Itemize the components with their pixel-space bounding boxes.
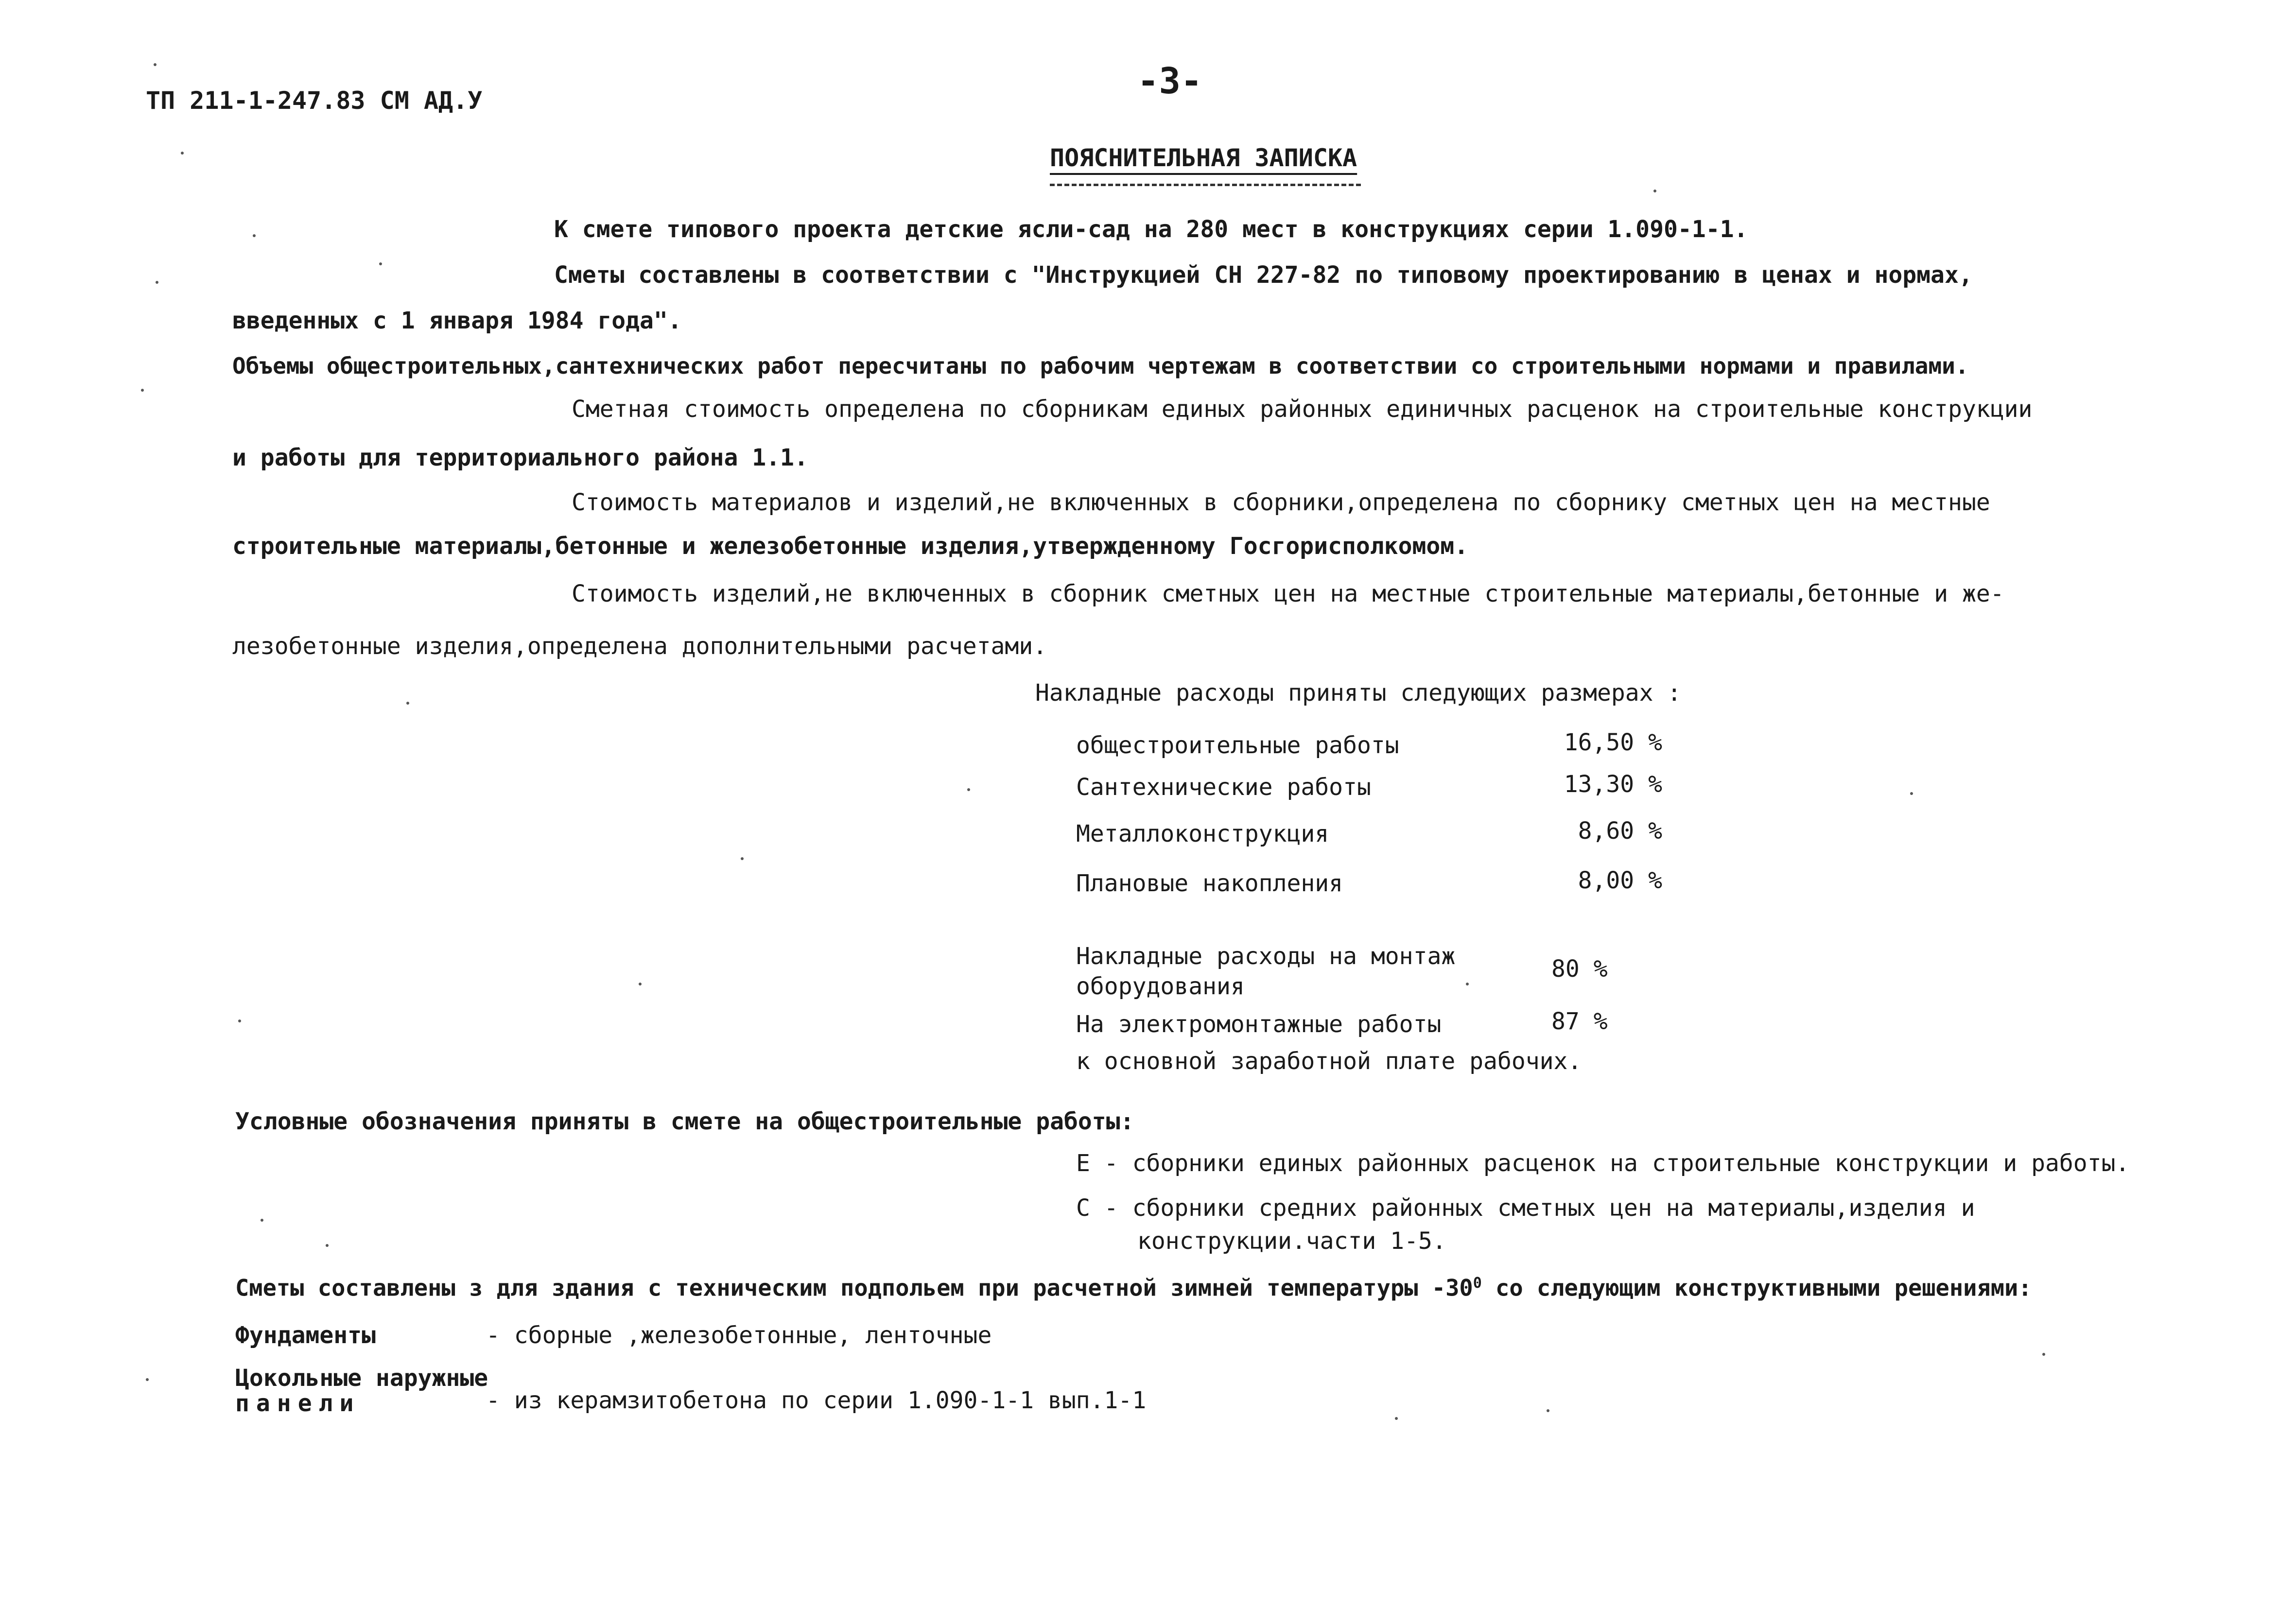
overhead-basis-note: к основной заработной плате рабочих. xyxy=(1076,1048,1582,1075)
intro-line-5: Сметная стоимость определена по сборникам единых районных единичных расценок на строительные конструкции xyxy=(572,396,2033,423)
overhead-value-mounting: 80 % xyxy=(1551,955,1608,983)
overhead-value-general: 16,50 % xyxy=(1564,729,1662,756)
page-title: ПОЯСНИТЕЛЬНАЯ ЗАПИСКА xyxy=(1050,144,1357,172)
overhead-label-metal: Металлоконструкция xyxy=(1076,820,1329,847)
scan-speck xyxy=(181,152,184,155)
scan-speck xyxy=(156,281,158,284)
overheads-heading: Накладные расходы приняты следующих размерах : xyxy=(1035,679,1682,707)
scan-speck xyxy=(379,262,382,265)
scan-speck xyxy=(967,788,970,791)
solutions-heading-text: Сметы составлены з для здания с техническим подпольем при расчетной зимней температуры -30 xyxy=(235,1275,1473,1302)
degree-mark: 0 xyxy=(1473,1275,1482,1292)
title-underline xyxy=(1050,184,1361,186)
scan-speck xyxy=(146,1378,149,1381)
intro-line-7: Стоимость материалов и изделий,не включенных в сборники,определена по сборнику сметных цен на местные xyxy=(572,489,1990,516)
overhead-label-general: общестроительные работы xyxy=(1076,732,1399,759)
intro-line-9: Стоимость изделий,не включенных в сборник сметных цен на местные строительные материалы,бетонные и же- xyxy=(572,580,2004,607)
foundations-label: Фундаменты xyxy=(235,1322,376,1349)
scan-speck xyxy=(326,1244,329,1247)
scan-speck xyxy=(1466,983,1469,985)
overhead-label-mounting-2: оборудования xyxy=(1076,973,1245,1000)
solutions-heading-tail: со следующим конструктивными решениями: xyxy=(1481,1275,2032,1302)
scan-speck xyxy=(406,702,409,705)
plinth-value: - из керамзитобетона по серии 1.090-1-1 вып.1-1 xyxy=(486,1387,1147,1414)
scan-speck xyxy=(1910,792,1913,795)
overhead-value-sanitary: 13,30 % xyxy=(1564,771,1662,798)
scan-speck xyxy=(154,63,157,66)
intro-line-10: лезобетонные изделия,определена дополнительными расчетами. xyxy=(232,633,1047,660)
overhead-value-metal: 8,60 % xyxy=(1578,817,1662,845)
scan-speck xyxy=(261,1219,263,1222)
scan-speck xyxy=(1395,1417,1398,1420)
scan-speck xyxy=(238,1019,241,1022)
scan-speck xyxy=(741,857,744,860)
solutions-heading xyxy=(235,1276,2032,1300)
overhead-label-mounting: Накладные расходы на монтаж xyxy=(1076,943,1456,970)
scan-speck xyxy=(141,389,144,392)
legend-e-line: Е - сборники единых районных расценок на строительные конструкции и работы. xyxy=(1076,1150,2130,1177)
scan-speck xyxy=(2042,1353,2045,1356)
overhead-value-planned: 8,00 % xyxy=(1578,867,1662,894)
scan-speck xyxy=(1547,1409,1549,1412)
legend-c-line-1: С - сборники средних районных сметных цен на материалы,изделия и xyxy=(1076,1194,1975,1222)
scan-speck xyxy=(639,983,642,985)
foundations-value: - сборные ,железобетонные, ленточные xyxy=(486,1322,992,1349)
intro-line-2: Сметы составлены в соответствии с "Инструкцией СН 227-82 по типовому проектированию в ценах и нормах, xyxy=(554,261,1973,289)
overhead-value-electro: 87 % xyxy=(1551,1008,1608,1035)
intro-line-8: строительные материалы,бетонные и железобетонные изделия,утвержденному Госгорисполкомом. xyxy=(232,533,1469,560)
plinth-label-2: панели xyxy=(235,1390,361,1417)
intro-line-3: введенных с 1 января 1984 года". xyxy=(232,307,682,334)
legend-c-line-2: конструкции.части 1-5. xyxy=(1137,1227,1446,1255)
page-number: -3- xyxy=(1137,60,1202,102)
overhead-label-sanitary: Сантехнические работы xyxy=(1076,774,1371,801)
document-code: ТП 211-1-247.83 СМ АД.У xyxy=(146,86,483,115)
intro-line-6: и работы для территориального района 1.1. xyxy=(232,444,808,471)
plinth-label: Цокольные наружные xyxy=(235,1365,488,1392)
intro-line-4: Объемы общестроительных,сантехнических работ пересчитаны по рабочим чертежам в соответствии со строительными нормами и правилами. xyxy=(232,353,1969,379)
scan-speck xyxy=(253,234,256,237)
legend-heading: Условные обозначения приняты в смете на общестроительные работы: xyxy=(235,1108,1134,1135)
intro-line-1: К смете типового проекта детские ясли-сад на 280 мест в конструкциях серии 1.090-1-1. xyxy=(554,216,1748,243)
overhead-label-electro: На электромонтажные работы xyxy=(1076,1011,1442,1038)
scan-speck xyxy=(1653,190,1656,192)
overhead-label-planned: Плановые накопления xyxy=(1076,870,1343,897)
